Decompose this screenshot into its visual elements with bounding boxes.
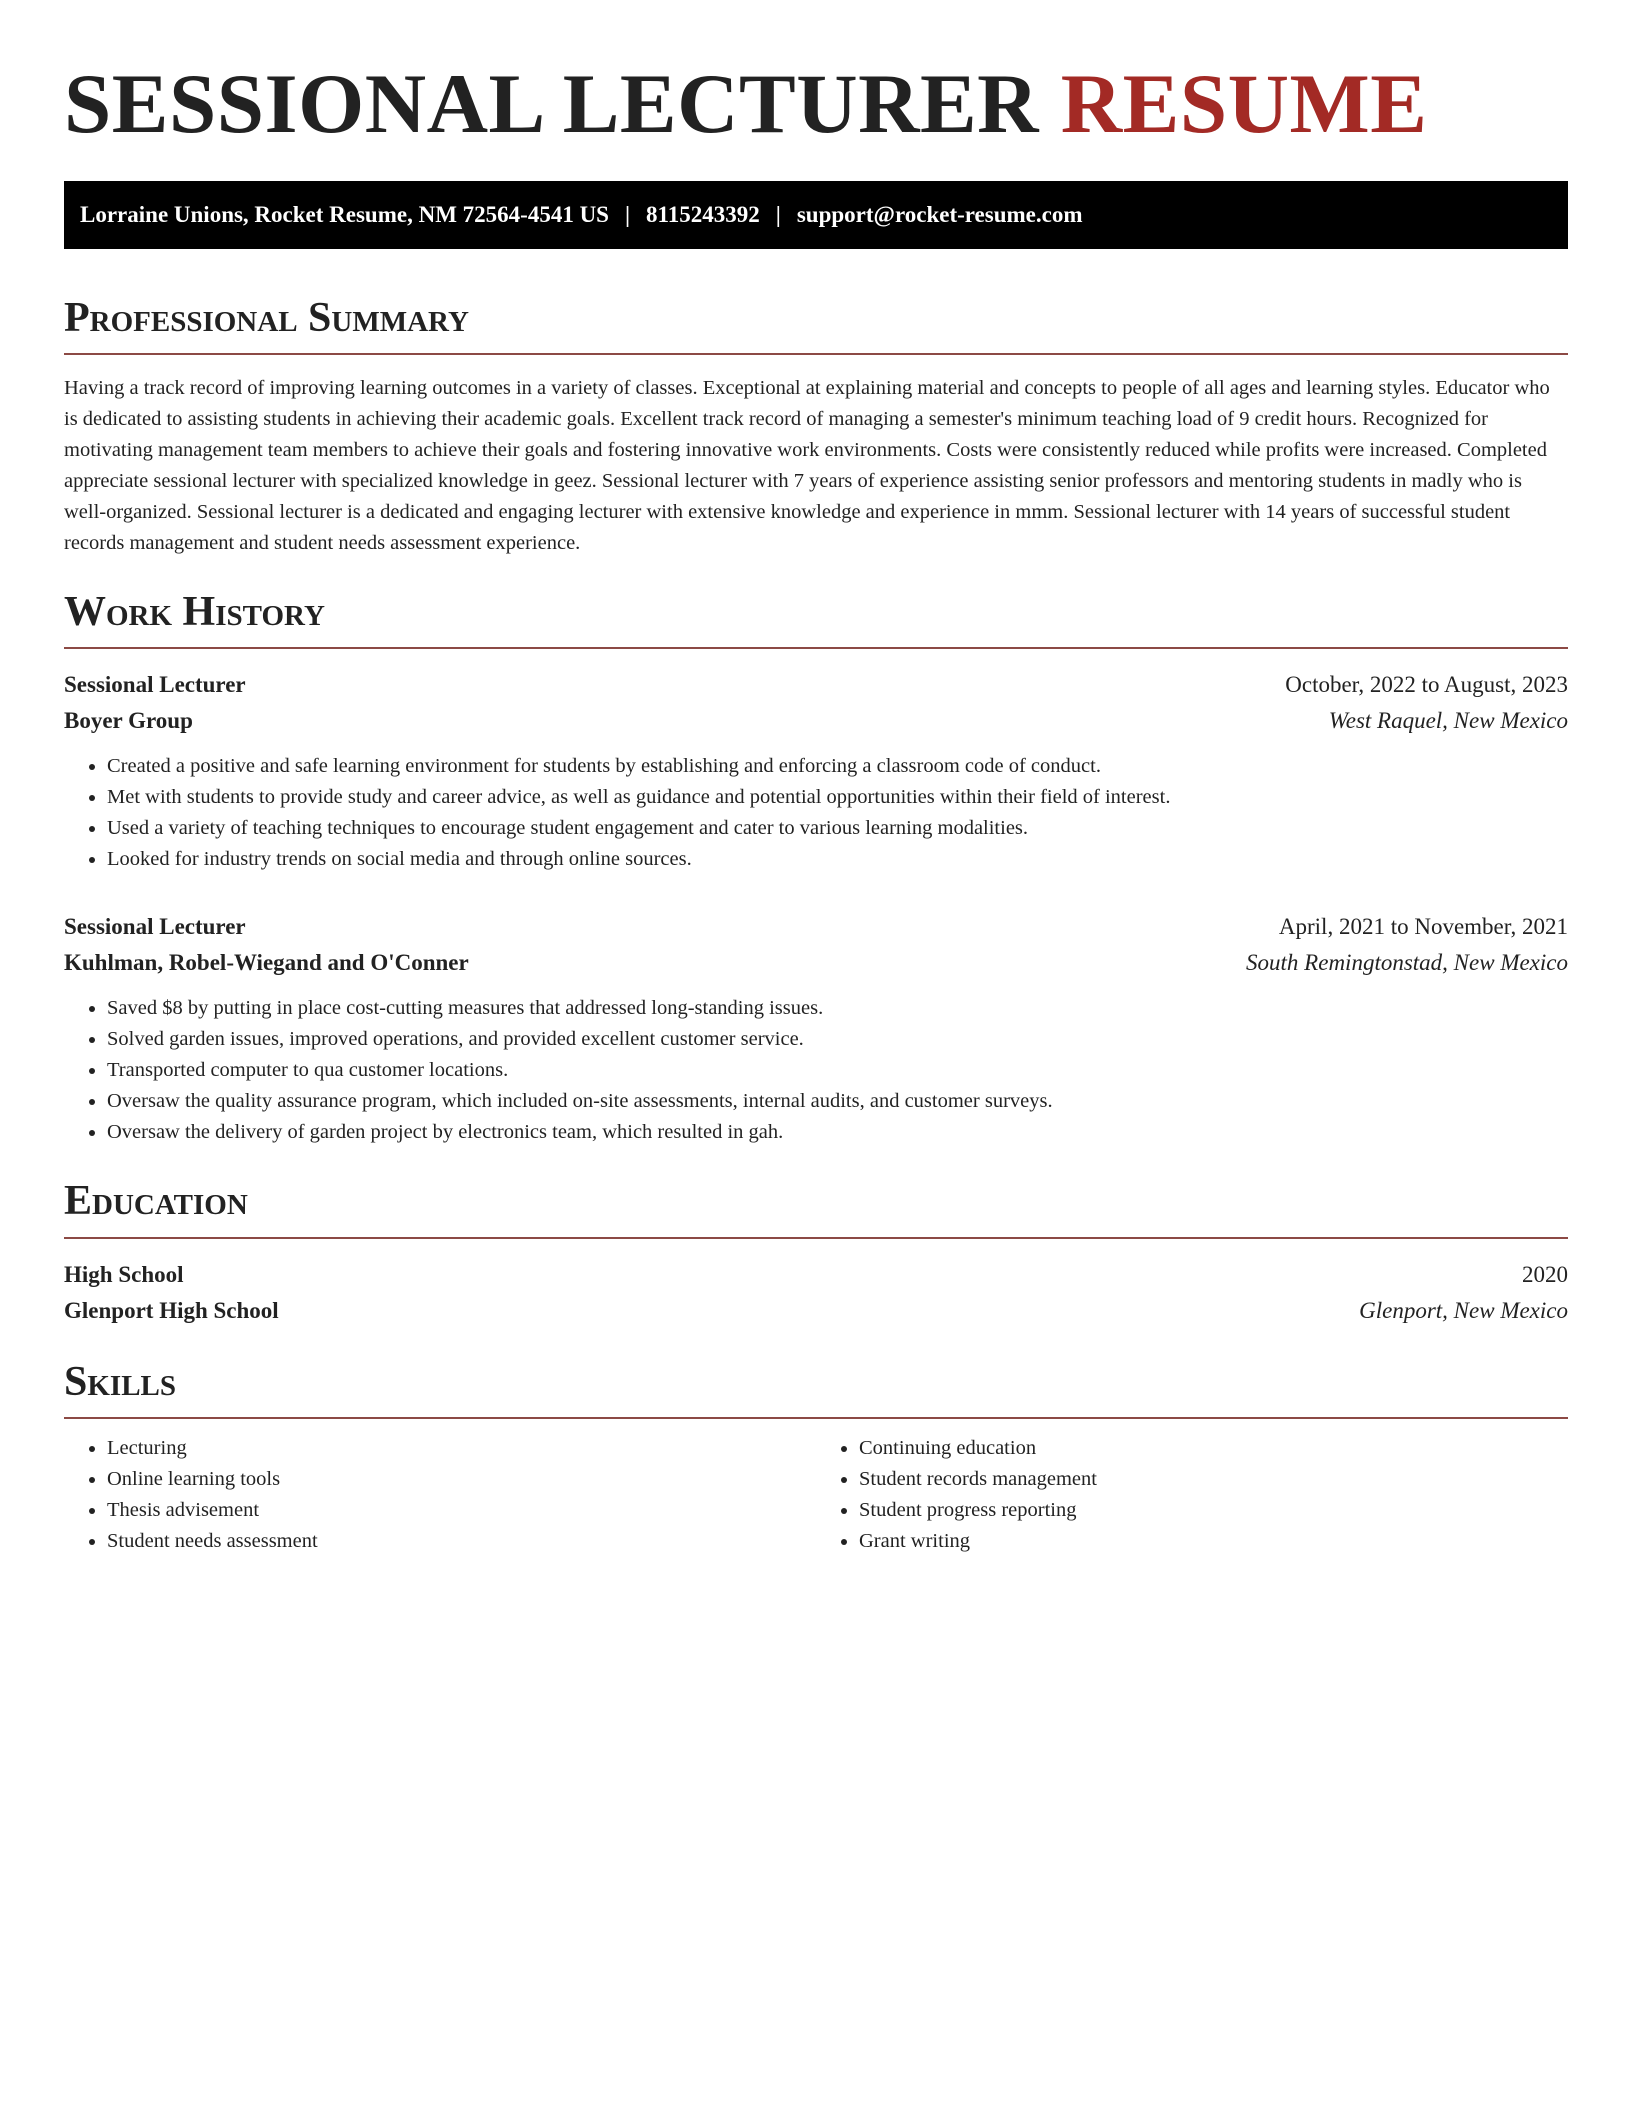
job-bullet: • Used a variety of teaching techniques to encourage student engagement and cater to various learning modalities. bbox=[107, 813, 1568, 844]
resume-title bbox=[64, 56, 1568, 151]
job-company: Kuhlman, Robel-Wiegand and O'Conner bbox=[64, 950, 469, 976]
education-year: 2020 bbox=[1522, 1261, 1568, 1287]
job-dates: October, 2022 to August, 2023 bbox=[1285, 672, 1568, 698]
contact-separator: | bbox=[775, 202, 781, 227]
job-location: West Raquel, New Mexico bbox=[1328, 708, 1568, 734]
skill-item: • Student records management bbox=[859, 1464, 1568, 1495]
section-divider bbox=[64, 353, 1568, 355]
job-bullets bbox=[64, 993, 1568, 1148]
contact-address: Lorraine Unions, Rocket Resume, NM 72564-4541 US bbox=[80, 202, 609, 227]
skill-item: • Thesis advisement bbox=[107, 1495, 816, 1526]
contact-phone: 8115243392 bbox=[646, 202, 760, 227]
skills-columns bbox=[64, 1433, 1568, 1557]
education-location: Glenport, New Mexico bbox=[1359, 1297, 1568, 1323]
work-history-heading: Work History bbox=[64, 589, 325, 636]
skills-list-right bbox=[816, 1433, 1568, 1557]
summary-heading: Professional Summary bbox=[64, 295, 469, 341]
title-main: SESSIONAL LECTURER bbox=[64, 57, 1040, 151]
job-bullet: • Transported computer to qua customer locations. bbox=[107, 1055, 1568, 1086]
job-bullet: • Created a positive and safe learning environment for students by establishing and enforcing a classroom code of conduct. bbox=[107, 751, 1568, 782]
section-divider bbox=[64, 1237, 1568, 1239]
contact-bar bbox=[64, 181, 1568, 249]
job-entry bbox=[64, 909, 1568, 1148]
skills-section bbox=[64, 1359, 1568, 1557]
job-bullet: • Oversaw the delivery of garden project by electronics team, which resulted in gah. bbox=[107, 1117, 1568, 1148]
skill-item: • Student progress reporting bbox=[859, 1495, 1568, 1526]
skills-list-left bbox=[64, 1433, 816, 1557]
job-bullet: • Saved $8 by putting in place cost-cutting measures that addressed long-standing issues. bbox=[107, 993, 1568, 1024]
job-bullet: • Oversaw the quality assurance program, which included on-site assessments, internal audits, and customer surveys. bbox=[107, 1086, 1568, 1117]
skills-heading: Skills bbox=[64, 1358, 177, 1405]
section-divider bbox=[64, 647, 1568, 649]
education-school: Glenport High School bbox=[64, 1297, 279, 1323]
skill-item: • Continuing education bbox=[859, 1433, 1568, 1464]
section-divider bbox=[64, 1417, 1568, 1419]
title-accent: RESUME bbox=[1060, 57, 1428, 151]
job-bullet: • Looked for industry trends on social media and through online sources. bbox=[107, 844, 1568, 875]
work-history-section bbox=[64, 589, 1568, 1148]
job-title: Sessional Lecturer bbox=[64, 672, 246, 698]
education-heading: Education bbox=[64, 1178, 248, 1225]
job-bullets bbox=[64, 751, 1568, 875]
job-bullet: • Solved garden issues, improved operations, and provided excellent customer service. bbox=[107, 1024, 1568, 1055]
skill-item: • Online learning tools bbox=[107, 1464, 816, 1495]
job-title: Sessional Lecturer bbox=[64, 914, 246, 940]
skill-item: • Lecturing bbox=[107, 1433, 816, 1464]
job-entry bbox=[64, 667, 1568, 875]
job-bullet: • Met with students to provide study and career advice, as well as guidance and potential opportunities within their field of interest. bbox=[107, 782, 1568, 813]
job-location: South Remingtonstad, New Mexico bbox=[1246, 950, 1568, 976]
education-entry bbox=[64, 1257, 1568, 1329]
contact-separator: | bbox=[624, 202, 631, 227]
summary-text: Having a track record of improving learning outcomes in a variety of classes. Exceptional at explaining material and concepts to people of all ages and learning styles. Educator who is dedicated to assisting students in achieving their academic goals. Excellent track record of managing a semester's minimum teaching load of 9 credit hours. Recognized for motivating management team members to achieve their goals and fostering innovative work environments. Costs were consistently reduced while profits were increased. Completed appreciate sessional lecturer with specialized knowledge in geez. Sessional lecturer with 7 years of experience assisting senior professors and mentoring students in madly who is well-organized. Sessional lecturer is a dedicated and engaging lecturer with extensive knowledge and experience in mmm. Sessional lecturer with 14 years of successful student records management and student needs assessment experience. bbox=[64, 377, 1550, 555]
job-dates: April, 2021 to November, 2021 bbox=[1278, 914, 1568, 940]
job-company: Boyer Group bbox=[64, 708, 193, 734]
education-degree: High School bbox=[64, 1261, 184, 1287]
contact-email: support@rocket-resume.com bbox=[796, 202, 1083, 227]
skill-item: • Student needs assessment bbox=[107, 1526, 816, 1557]
skill-item: • Grant writing bbox=[859, 1526, 1568, 1557]
education-section bbox=[64, 1178, 1568, 1328]
